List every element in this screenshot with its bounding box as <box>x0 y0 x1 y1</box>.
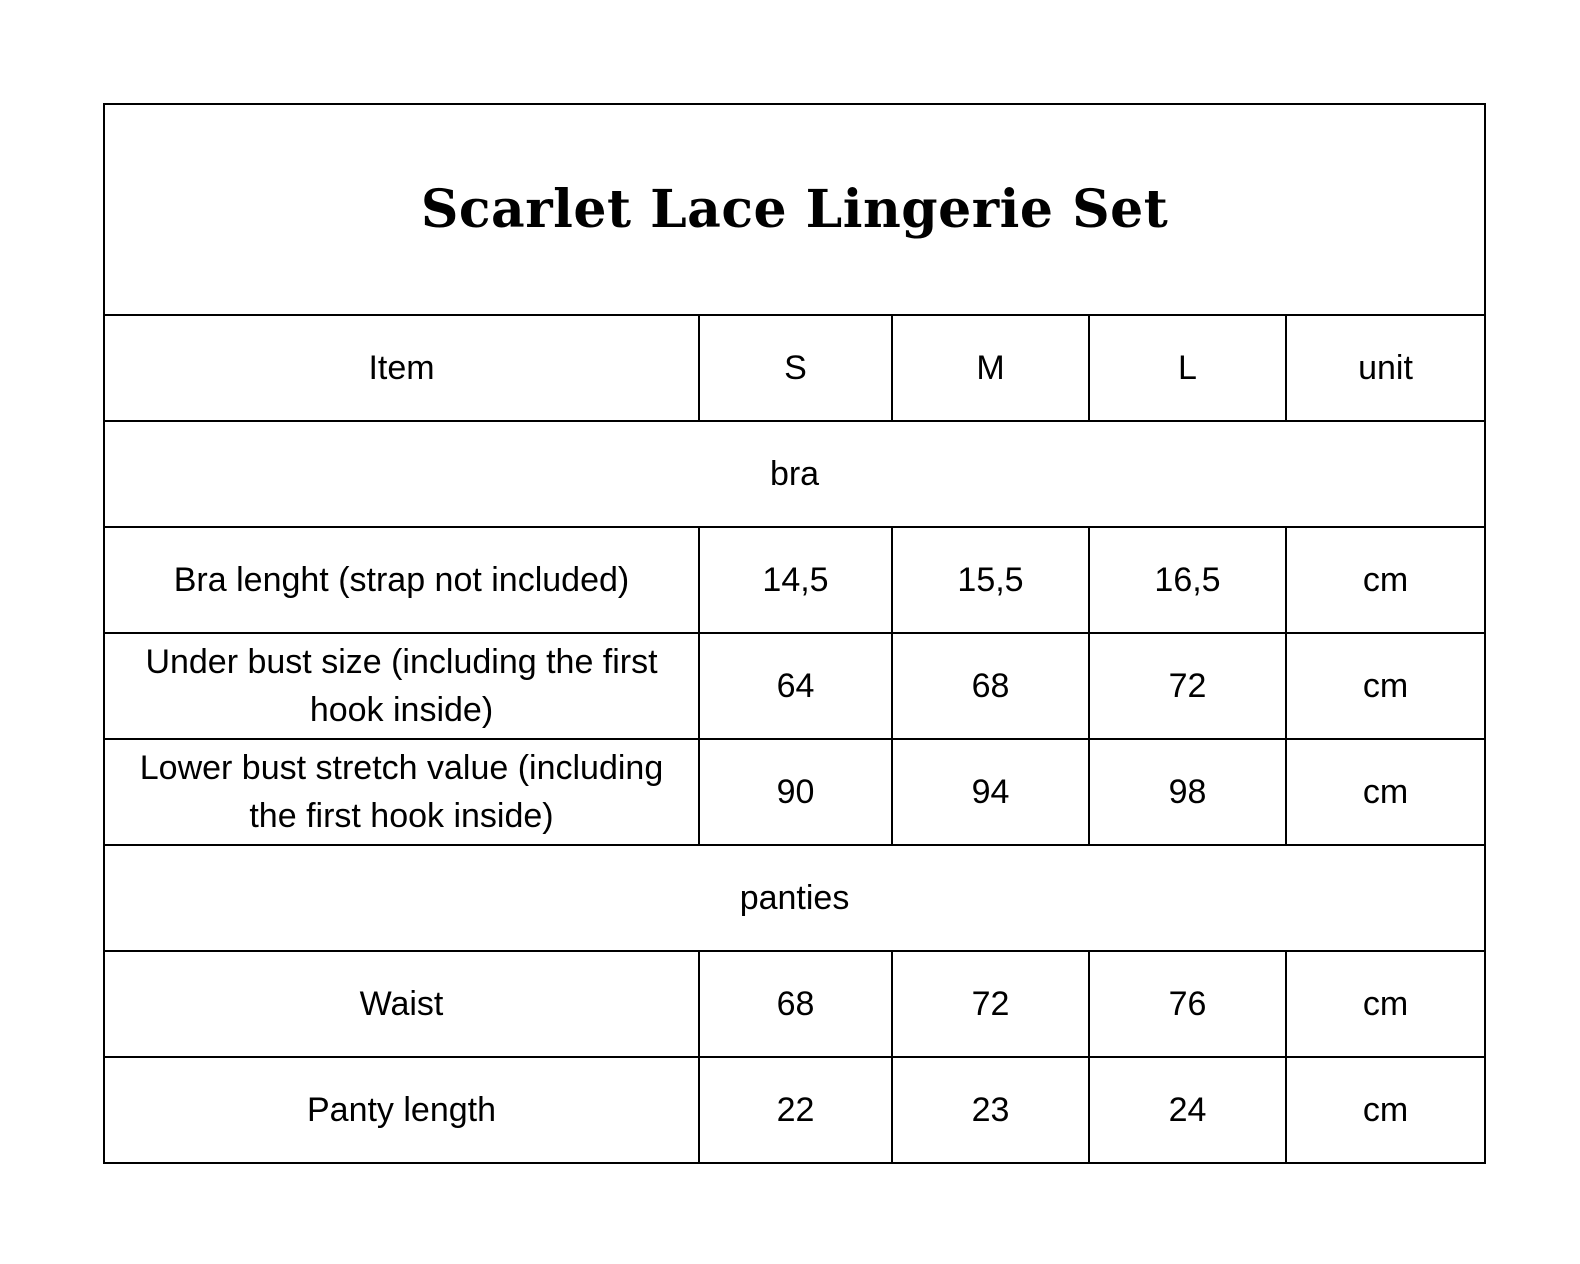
item-cell: Panty length <box>104 1057 699 1163</box>
unit-cell: cm <box>1286 633 1485 739</box>
header-item: Item <box>104 315 699 421</box>
size-s-cell: 22 <box>699 1057 892 1163</box>
section-label: panties <box>104 845 1485 951</box>
chart-title: Scarlet Lace Lingerie Set <box>104 104 1485 315</box>
section-row-panties <box>104 845 1485 951</box>
unit-cell: cm <box>1286 951 1485 1057</box>
size-m-cell: 72 <box>892 951 1089 1057</box>
size-chart-table <box>103 103 1486 1164</box>
size-s-cell: 68 <box>699 951 892 1057</box>
unit-cell: cm <box>1286 1057 1485 1163</box>
item-cell: Lower bust stretch value (including the first hook inside) <box>104 739 699 845</box>
size-l-cell: 76 <box>1089 951 1286 1057</box>
unit-cell: cm <box>1286 739 1485 845</box>
header-unit: unit <box>1286 315 1485 421</box>
unit-cell: cm <box>1286 527 1485 633</box>
header-s: S <box>699 315 892 421</box>
table-row <box>104 951 1485 1057</box>
size-s-cell: 90 <box>699 739 892 845</box>
size-l-cell: 16,5 <box>1089 527 1286 633</box>
title-row <box>104 104 1485 315</box>
size-m-cell: 15,5 <box>892 527 1089 633</box>
size-l-cell: 24 <box>1089 1057 1286 1163</box>
table-row <box>104 1057 1485 1163</box>
section-row-bra <box>104 421 1485 527</box>
size-m-cell: 68 <box>892 633 1089 739</box>
item-cell: Bra lenght (strap not included) <box>104 527 699 633</box>
size-m-cell: 23 <box>892 1057 1089 1163</box>
header-row <box>104 315 1485 421</box>
table-row <box>104 633 1485 739</box>
table-row <box>104 527 1485 633</box>
size-l-cell: 72 <box>1089 633 1286 739</box>
item-cell: Under bust size (including the first hook inside) <box>104 633 699 739</box>
table-row <box>104 739 1485 845</box>
item-cell: Waist <box>104 951 699 1057</box>
size-l-cell: 98 <box>1089 739 1286 845</box>
header-m: M <box>892 315 1089 421</box>
section-label: bra <box>104 421 1485 527</box>
size-s-cell: 64 <box>699 633 892 739</box>
header-l: L <box>1089 315 1286 421</box>
size-m-cell: 94 <box>892 739 1089 845</box>
size-s-cell: 14,5 <box>699 527 892 633</box>
